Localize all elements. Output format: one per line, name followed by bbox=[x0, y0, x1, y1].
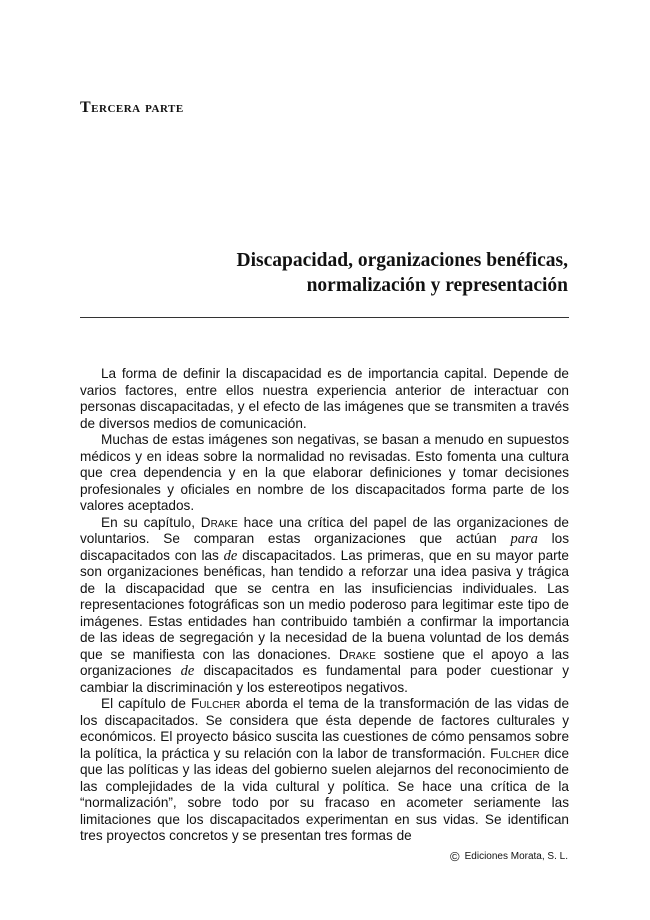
paragraph-1: La forma de definir la discapacidad es de importancia capital. Depende de varios factores, entre ellos nuestra experiencia anterior de interactuar con personas discapacitadas, y el efecto de las imágenes que se transmiten a través de diversos medios de comunicación. bbox=[80, 366, 569, 431]
text-run: los discapacitados con las bbox=[80, 531, 569, 563]
author-name: Fulcher bbox=[490, 745, 540, 761]
part-label: Tercera parte bbox=[80, 99, 184, 116]
text-run: hace una crítica del papel de las organizaciones de voluntarios. Se comparan estas organizaciones que actúan bbox=[80, 514, 569, 546]
paragraph-2: Muchas de estas imágenes son negativas, se basan a menudo en supuestos médicos y en ideas sobre la normalidad no revisadas. Esto fomenta una cultura que crea dependencia y en la que elaborar definiciones y tomar decisiones profesionales y oficiales en nombre de los discapacitados forma parte de los valores aceptados. bbox=[80, 432, 569, 513]
paragraph-4 bbox=[80, 696, 569, 845]
text-run: En su capítulo, bbox=[101, 514, 201, 530]
text-run: sostiene que el apoyo a las organizaciones bbox=[80, 646, 570, 678]
author-name: Drake bbox=[338, 646, 376, 662]
title-divider bbox=[80, 317, 569, 318]
text-run: discapacitados. Las primeras, que en su mayor parte son organizaciones benéficas, han tendido a reforzar una idea pasiva y trágica de la discapacidad que se centra en las insuficiencias individuales. Las representaciones fotográficas son un medio poderoso para legitimar este tipo de imágenes. Estas entidades han contribuido también a confirmar la importancia de las ideas de segregación y la necesidad de la buena voluntad de los demás que se manifiesta con las donaciones. bbox=[80, 547, 569, 662]
chapter-title-line-1: Discapacidad, organizaciones benéficas, bbox=[236, 250, 568, 271]
chapter-title bbox=[148, 248, 568, 298]
italic-emphasis: de bbox=[223, 547, 238, 564]
publisher-name: Ediciones Morata, S. L. bbox=[464, 851, 568, 862]
text-run: El capítulo de bbox=[101, 696, 191, 711]
author-name: Fulcher bbox=[190, 696, 241, 711]
paragraph-3 bbox=[80, 515, 569, 697]
text-run: aborda el tema de la transformación de las vidas de los discapacitados. Se considera que ésta depende de factores culturales y económicos. El proyecto básico suscita las cuestiones de cómo pensamos sobre la política, la práctica y su relación con la labor de transformación. bbox=[80, 696, 570, 761]
footer bbox=[450, 850, 568, 863]
body-text bbox=[80, 366, 569, 845]
chapter-title-line-2: normalización y representación bbox=[306, 275, 568, 296]
italic-emphasis: de bbox=[180, 663, 195, 679]
text-run: discapacitados es fundamental para poder cuestionar y cambiar la discriminación y los estereotipos negativos. bbox=[80, 663, 570, 695]
italic-emphasis: para bbox=[510, 531, 538, 547]
copyright-icon: © bbox=[450, 849, 460, 864]
author-name: Drake bbox=[200, 514, 238, 530]
text-run: dice que las políticas y las ideas del gobierno suelen alejarnos del reconocimiento de las complejidades de la vida cultural y política. Se hace una crítica de la “normalización”, sobre todo por su fracaso en acometer seriamente las limitaciones que los discapacitados experimentan en sus vidas. Se identifican tres proyectos concretos y se presentan tres formas de bbox=[80, 745, 570, 843]
